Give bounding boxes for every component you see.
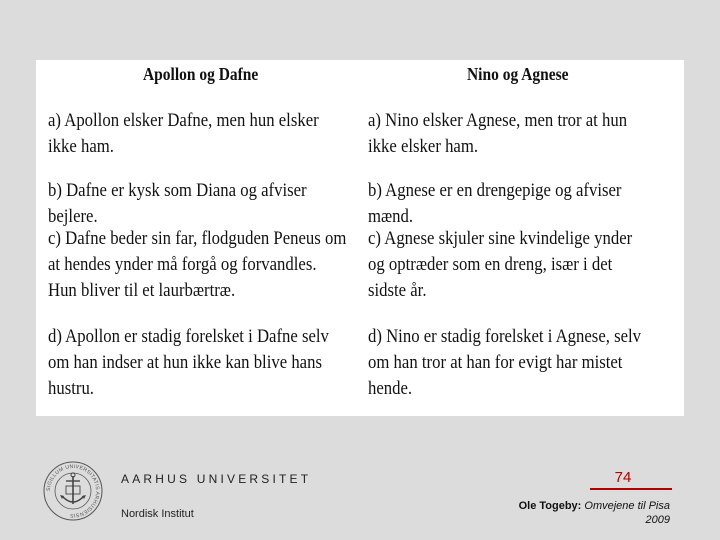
- seal-text: SIGILLUM UNIVERSITATIS ARHUSIENSIS: [45, 463, 101, 519]
- right-item-c: c) Agnese skjuler sine kvindelige ynder og optræder som en dreng, især i det sidste år.: [368, 228, 633, 301]
- right-item-d: d) Nino er stadig forelsket i Agnese, selv om han tror at han for evigt har mistet hende.: [368, 326, 642, 399]
- university-name: AARHUS UNIVERSITET: [121, 472, 312, 486]
- left-item-b: b) Dafne er kysk som Diana og afviser bejlere.: [48, 180, 307, 227]
- left-column-title: Apollon og Dafne: [143, 64, 259, 84]
- credit-year: 2009: [645, 514, 670, 526]
- source-credit: [519, 499, 670, 527]
- institute-name: Nordisk Institut: [121, 508, 194, 520]
- right-item-a: a) Nino elsker Agnese, men tror at hun ikke elsker ham.: [368, 110, 628, 157]
- university-seal-icon: [42, 460, 104, 522]
- right-column-title: Nino og Agnese: [467, 64, 569, 84]
- left-item-a: a) Apollon elsker Dafne, men hun elsker ikke ham.: [48, 110, 319, 157]
- credit-work: Omvejene til Pisa: [584, 500, 670, 512]
- left-item-d: d) Apollon er stadig forelsket i Dafne selv om han indser at hun ikke kan blive hans hustru.: [48, 326, 329, 399]
- comparison-table: [36, 60, 684, 416]
- credit-author: Ole Togeby:: [518, 500, 582, 512]
- right-item-b: b) Agnese er en drengepige og afviser mænd.: [368, 180, 622, 227]
- page-number: 74: [614, 469, 632, 486]
- left-item-c: c) Dafne beder sin far, flodguden Peneus om at hendes ynder må forgå og forvandles. Hun bliver til et laurbærtræ.: [48, 228, 347, 301]
- page-number-underline: [590, 488, 672, 490]
